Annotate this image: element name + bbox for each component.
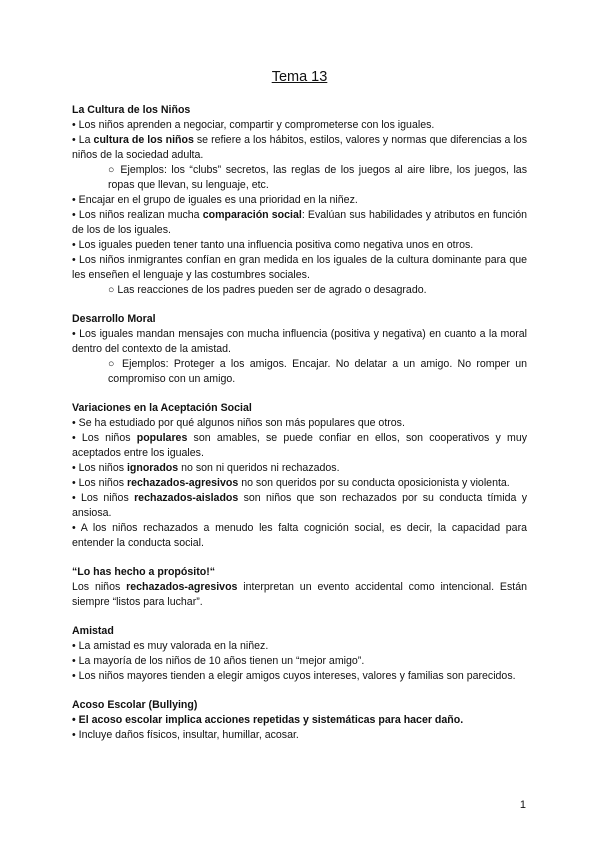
paragraph: • Se ha estudiado por qué algunos niños son más populares que otros. <box>72 417 405 429</box>
paragraph <box>72 476 527 491</box>
text-run: • Los niños <box>72 477 127 489</box>
bold-term: rechazados-aislados <box>134 492 239 504</box>
page-number: 1 <box>519 799 526 811</box>
paragraph <box>72 208 527 238</box>
section-heading: “Lo has hecho a propósito!“ <box>72 566 216 578</box>
paragraph <box>72 431 527 461</box>
paragraph: • La amistad es muy valorada en la niñez. <box>72 640 269 652</box>
paragraph <box>72 491 527 521</box>
section-heading: Variaciones en la Aceptación Social <box>72 402 252 414</box>
paragraph <box>72 461 527 476</box>
paragraph: • Los iguales mandan mensajes con mucha influencia (positiva y negativa) en cuanto a la moral dentro del contexto de la amistad. <box>72 328 527 355</box>
paragraph-bold: • El acoso escolar implica acciones repetidas y sistemáticas para hacer daño. <box>72 714 464 726</box>
paragraph: • La mayoría de los niños de 10 años tienen un “mejor amigo”. <box>72 655 365 667</box>
section-aceptacion-social <box>72 401 527 551</box>
paragraph: • Encajar en el grupo de iguales es una prioridad en la niñez. <box>72 194 358 206</box>
text-run: son niños que son rechazados por su conducta tímida y ansiosa. <box>72 492 527 519</box>
sub-bullet: ○ Ejemplos: Proteger a los amigos. Encajar. No delatar a un amigo. No romper un compromiso con un amigo. <box>108 358 527 385</box>
text-run: • Los niños realizan mucha <box>72 209 203 221</box>
bold-term: rechazados-agresivos <box>126 477 239 489</box>
section-cultura <box>72 103 527 298</box>
bold-term: comparación social <box>202 209 302 221</box>
text-run: • Los niños <box>72 462 127 474</box>
document-page <box>72 70 527 757</box>
bold-term: ignorados <box>126 462 179 474</box>
paragraph: • A los niños rechazados a menudo les falta cognición social, es decir, la capacidad para entender la conducta social. <box>72 522 527 549</box>
text-run: • Los niños <box>72 432 137 444</box>
text-run: Los niños <box>72 581 127 593</box>
paragraph <box>72 133 527 163</box>
section-acoso-escolar <box>72 698 527 743</box>
text-run: no son queridos por su conducta oposicionista y violenta. <box>238 477 510 489</box>
bold-term: populares <box>136 432 188 444</box>
paragraph: • Los niños aprenden a negociar, compartir y comprometerse con los iguales. <box>72 119 435 131</box>
section-heading: Amistad <box>72 625 114 637</box>
paragraph <box>72 580 527 610</box>
sub-bullet: ○ Las reacciones de los padres pueden ser de agrado o desagrado. <box>108 284 427 296</box>
section-a-proposito <box>72 565 527 610</box>
section-heading: Desarrollo Moral <box>72 313 156 325</box>
text-run: se refiere a los hábitos, estilos, valores y normas que diferencias a los niños de la sociedad adulta. <box>72 134 527 161</box>
text-run: • La <box>72 134 94 146</box>
section-heading: La Cultura de los Niños <box>72 104 191 116</box>
section-desarrollo-moral <box>72 312 527 387</box>
bold-term: cultura de los niños <box>93 134 194 146</box>
text-run: interpretan un evento accidental como intencional. Están siempre “listos para luchar”. <box>72 581 527 608</box>
page-title: Tema 13 <box>271 69 328 85</box>
text-run: no son ni queridos ni rechazados. <box>178 462 340 474</box>
paragraph: • Incluye daños físicos, insultar, humillar, acosar. <box>72 729 299 741</box>
text-run: son amables, se puede confiar en ellos, son cooperativos y muy aceptados entre los iguales. <box>72 432 528 459</box>
text-run: : Evalúan sus habilidades y atributos en función de los de los iguales. <box>72 209 527 236</box>
paragraph: • Los niños inmigrantes confían en gran medida en los iguales de la cultura dominante para que les enseñen el lenguaje y las costumbres sociales. <box>72 254 527 281</box>
section-heading: Acoso Escolar (Bullying) <box>72 699 198 711</box>
text-run: • Los niños <box>72 492 135 504</box>
paragraph: • Los niños mayores tienden a elegir amigos cuyos intereses, valores y familias son parecidos. <box>72 670 516 682</box>
section-amistad <box>72 624 527 684</box>
sub-bullet: ○ Ejemplos: los “clubs” secretos, las reglas de los juegos al aire libre, los juegos, las ropas que llevan, su lenguaje, etc. <box>108 164 527 191</box>
paragraph: • Los iguales pueden tener tanto una influencia positiva como negativa unos en otros. <box>72 239 474 251</box>
bold-term: rechazados-agresivos <box>126 581 238 593</box>
